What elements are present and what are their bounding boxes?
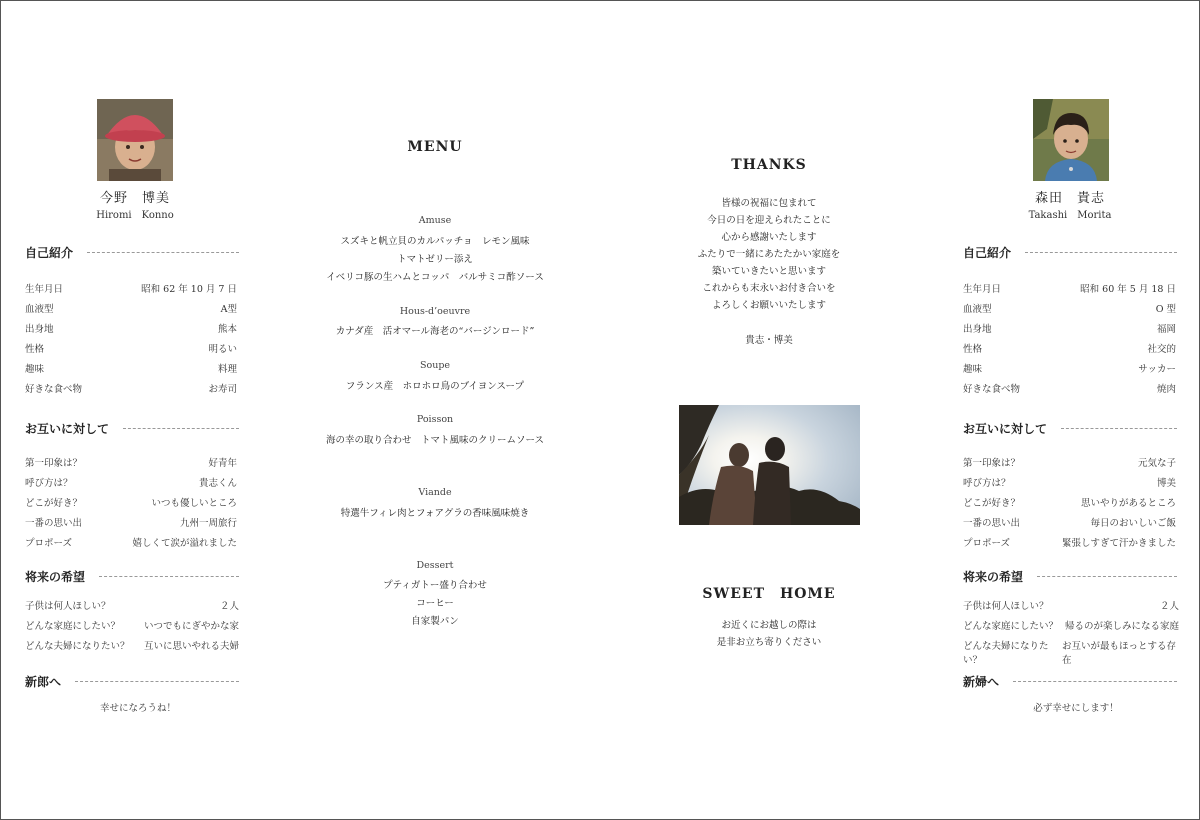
row-value: お互いが最もほっとする存在 — [1062, 641, 1177, 666]
row-value: 福岡 — [1156, 324, 1176, 335]
groom-intro-heading — [963, 244, 1177, 261]
divider — [1061, 428, 1177, 429]
row-value: 社交的 — [1147, 344, 1176, 355]
row-value: ２人 — [219, 601, 239, 612]
menu-category: Amuse — [418, 215, 452, 226]
divider — [1037, 576, 1177, 577]
row-label: 呼び方は？ — [963, 478, 1011, 489]
section-title: 自己紹介 — [963, 246, 1012, 260]
row-value: O 型 — [1155, 304, 1176, 315]
groom-mutual-row — [963, 535, 1176, 549]
menu-category: Poisson — [416, 414, 454, 425]
groom-future-row — [963, 598, 1179, 612]
groom-profile-row — [963, 341, 1176, 355]
menu-item: トマトゼリー添え — [397, 254, 473, 265]
groom-profile-row — [963, 321, 1176, 335]
row-label: 出身地 — [25, 324, 54, 335]
row-value: 思いやりがあるところ — [1080, 498, 1176, 509]
bride-message: 幸せになろうね！ — [99, 703, 176, 714]
groom-message: 必ず幸せにします！ — [1033, 703, 1119, 714]
thanks-line: 今日の日を迎えられたことに — [707, 215, 831, 226]
row-label: 性格 — [25, 344, 45, 355]
row-label: 第一印象は？ — [963, 458, 1021, 469]
groom-mutual-row — [963, 455, 1176, 469]
bride-profile-row — [25, 341, 237, 355]
groom-mutual-row — [963, 515, 1176, 529]
bride-profile-row — [25, 381, 237, 395]
menu-item: イベリコ豚の生ハムとコッパ バルサミコ酢ソース — [326, 272, 544, 283]
groom-profile-row — [963, 301, 1176, 315]
thanks-line: これからも末永いお付き合いを — [702, 283, 836, 294]
menu-category: Dessert — [416, 560, 454, 571]
groom-profile-row — [963, 381, 1176, 395]
menu-category: Viande — [418, 487, 452, 498]
row-label: 生年月日 — [963, 284, 1002, 295]
bride-future-row — [25, 638, 239, 652]
row-value: 九州一周旅行 — [179, 518, 237, 529]
row-value: 帰るのが楽しみになる家庭 — [1064, 621, 1179, 632]
row-label: 血液型 — [25, 304, 54, 315]
thanks-line: ふたりで一緒にあたたかい家庭を — [697, 249, 841, 260]
bride-mutual-row — [25, 455, 237, 469]
divider — [1025, 252, 1177, 253]
row-label: 血液型 — [963, 304, 992, 315]
row-label: 趣味 — [25, 364, 45, 375]
row-label: どんな夫婦になりたい？ — [25, 641, 130, 652]
menu-item: フランス産 ホロホロ鳥のブイヨンスープ — [345, 381, 525, 392]
row-value: サッカー — [1138, 364, 1176, 375]
row-value: 明るい — [208, 344, 237, 355]
menu-item: 自家製パン — [411, 616, 459, 627]
row-label: 趣味 — [963, 364, 983, 375]
groom-name-romanized: Takashi Morita — [1028, 210, 1112, 221]
row-label: 出身地 — [963, 324, 992, 335]
row-label: プロポーズ — [963, 538, 1011, 549]
row-label: どんな家庭にしたい？ — [963, 621, 1059, 632]
menu-item: 特選牛フィレ肉とフォアグラの香味風味焼き — [340, 508, 530, 519]
groom-future-row — [963, 638, 1179, 666]
bride-to-groom-heading — [25, 673, 239, 690]
divider — [87, 252, 239, 253]
groom-childhood-photo — [1033, 99, 1109, 181]
bride-future-row — [25, 598, 239, 612]
row-value: 熊本 — [217, 324, 237, 335]
section-title: お互いに対して — [25, 422, 110, 436]
sweet-home-title: SWEET HOME — [702, 586, 836, 602]
row-value: ２人 — [1159, 601, 1179, 612]
thanks-title: THANKS — [731, 157, 807, 173]
groom-name: 森田 貴志 — [1034, 191, 1105, 206]
bride-name: 今野 博美 — [99, 191, 170, 206]
bride-future-row — [25, 618, 239, 632]
thanks-line: よろしくお願いいたします — [711, 300, 826, 311]
row-label: 子供は何人ほしい？ — [963, 601, 1049, 612]
groom-future-row — [963, 618, 1179, 632]
bride-profile-row — [25, 321, 237, 335]
divider — [1013, 681, 1177, 682]
thanks-line: 築いていきたいと思います — [711, 266, 826, 277]
row-value: 嬉しくて涙が溢れました — [132, 538, 237, 549]
menu-item: スズキと帆立貝のカルパッチョ レモン風味 — [340, 236, 530, 247]
row-label: 一番の思い出 — [963, 518, 1021, 529]
row-label: 子供は何人ほしい？ — [25, 601, 111, 612]
row-label: どんな夫婦になりたい？ — [963, 641, 1049, 666]
row-value: 昭和 60 年 5 月 18 日 — [1080, 284, 1176, 295]
sweet-home-line: お近くにお越しの際は — [721, 620, 817, 631]
bride-mutual-row — [25, 475, 237, 489]
section-title: お互いに対して — [963, 422, 1048, 436]
bride-childhood-photo — [97, 99, 173, 181]
groom-mutual-heading — [963, 420, 1177, 437]
couple-silhouette-photo — [679, 405, 860, 525]
row-label: 呼び方は？ — [25, 478, 73, 489]
row-label: 好きな食べ物 — [963, 384, 1021, 395]
section-title: 新婦へ — [963, 675, 1000, 689]
bride-profile-row — [25, 301, 237, 315]
menu-item: プティガトー盛り合わせ — [383, 580, 487, 591]
divider — [123, 428, 239, 429]
groom-profile-row — [963, 361, 1176, 375]
thanks-signature: 貴志・博美 — [745, 335, 793, 346]
bride-intro-heading — [25, 244, 239, 261]
bride-name-romanized: Hiromi Konno — [96, 210, 174, 221]
row-label: どこが好き？ — [963, 498, 1021, 509]
groom-mutual-row — [963, 475, 1176, 489]
row-value: 毎日のおいしいご飯 — [1090, 518, 1176, 529]
sweet-home-line: 是非お立ち寄りください — [716, 637, 822, 648]
thanks-line: 心から感謝いたします — [721, 232, 817, 243]
divider — [75, 681, 239, 682]
row-value: 料理 — [217, 364, 237, 375]
bride-mutual-row — [25, 495, 237, 509]
row-label: 一番の思い出 — [25, 518, 83, 529]
menu-item: カナダ産 活オマール海老の“バージンロード” — [335, 326, 535, 337]
groom-to-bride-heading — [963, 673, 1177, 690]
section-title: 新郎へ — [25, 675, 62, 689]
bride-mutual-row — [25, 515, 237, 529]
menu-title: MENU — [407, 139, 463, 155]
row-value: いつも優しいところ — [151, 498, 237, 509]
row-value: 緊張しすぎて汗かきました — [1061, 538, 1176, 549]
bride-profile-row — [25, 361, 237, 375]
thanks-line: 皆様の祝福に包まれて — [721, 198, 817, 209]
bride-future-heading — [25, 568, 239, 585]
row-label: 生年月日 — [25, 284, 64, 295]
menu-category: Soupe — [419, 360, 451, 371]
groom-future-heading — [963, 568, 1177, 585]
groom-profile-row — [963, 281, 1176, 295]
row-value: 好青年 — [208, 458, 237, 469]
row-value: 元気な子 — [1137, 458, 1176, 469]
divider — [99, 576, 239, 577]
menu-category: Hous-d’oeuvre — [399, 306, 471, 317]
row-label: 第一印象は？ — [25, 458, 83, 469]
bride-mutual-heading — [25, 420, 239, 437]
section-title: 自己紹介 — [25, 246, 74, 260]
row-value: いつでもにぎやかな家 — [143, 621, 239, 632]
row-label: プロポーズ — [25, 538, 73, 549]
row-label: どこが好き？ — [25, 498, 83, 509]
row-value: 焼肉 — [1156, 384, 1176, 395]
row-label: 好きな食べ物 — [25, 384, 83, 395]
groom-mutual-row — [963, 495, 1176, 509]
menu-item: 海の幸の取り合わせ トマト風味のクリームソース — [325, 435, 545, 446]
menu-item: コーヒー — [416, 598, 454, 609]
row-value: 互いに思いやれる夫婦 — [143, 641, 239, 652]
row-label: どんな家庭にしたい？ — [25, 621, 121, 632]
bride-mutual-row — [25, 535, 237, 549]
row-label: 性格 — [963, 344, 983, 355]
row-value: 博美 — [1156, 478, 1176, 489]
row-value: A型 — [220, 304, 237, 315]
section-title: 将来の希望 — [25, 570, 86, 584]
section-title: 将来の希望 — [963, 570, 1024, 584]
row-value: 昭和 62 年 10 月 7 日 — [141, 284, 237, 295]
bride-profile-row — [25, 281, 237, 295]
row-value: 貴志くん — [198, 478, 237, 489]
row-value: お寿司 — [208, 384, 237, 395]
